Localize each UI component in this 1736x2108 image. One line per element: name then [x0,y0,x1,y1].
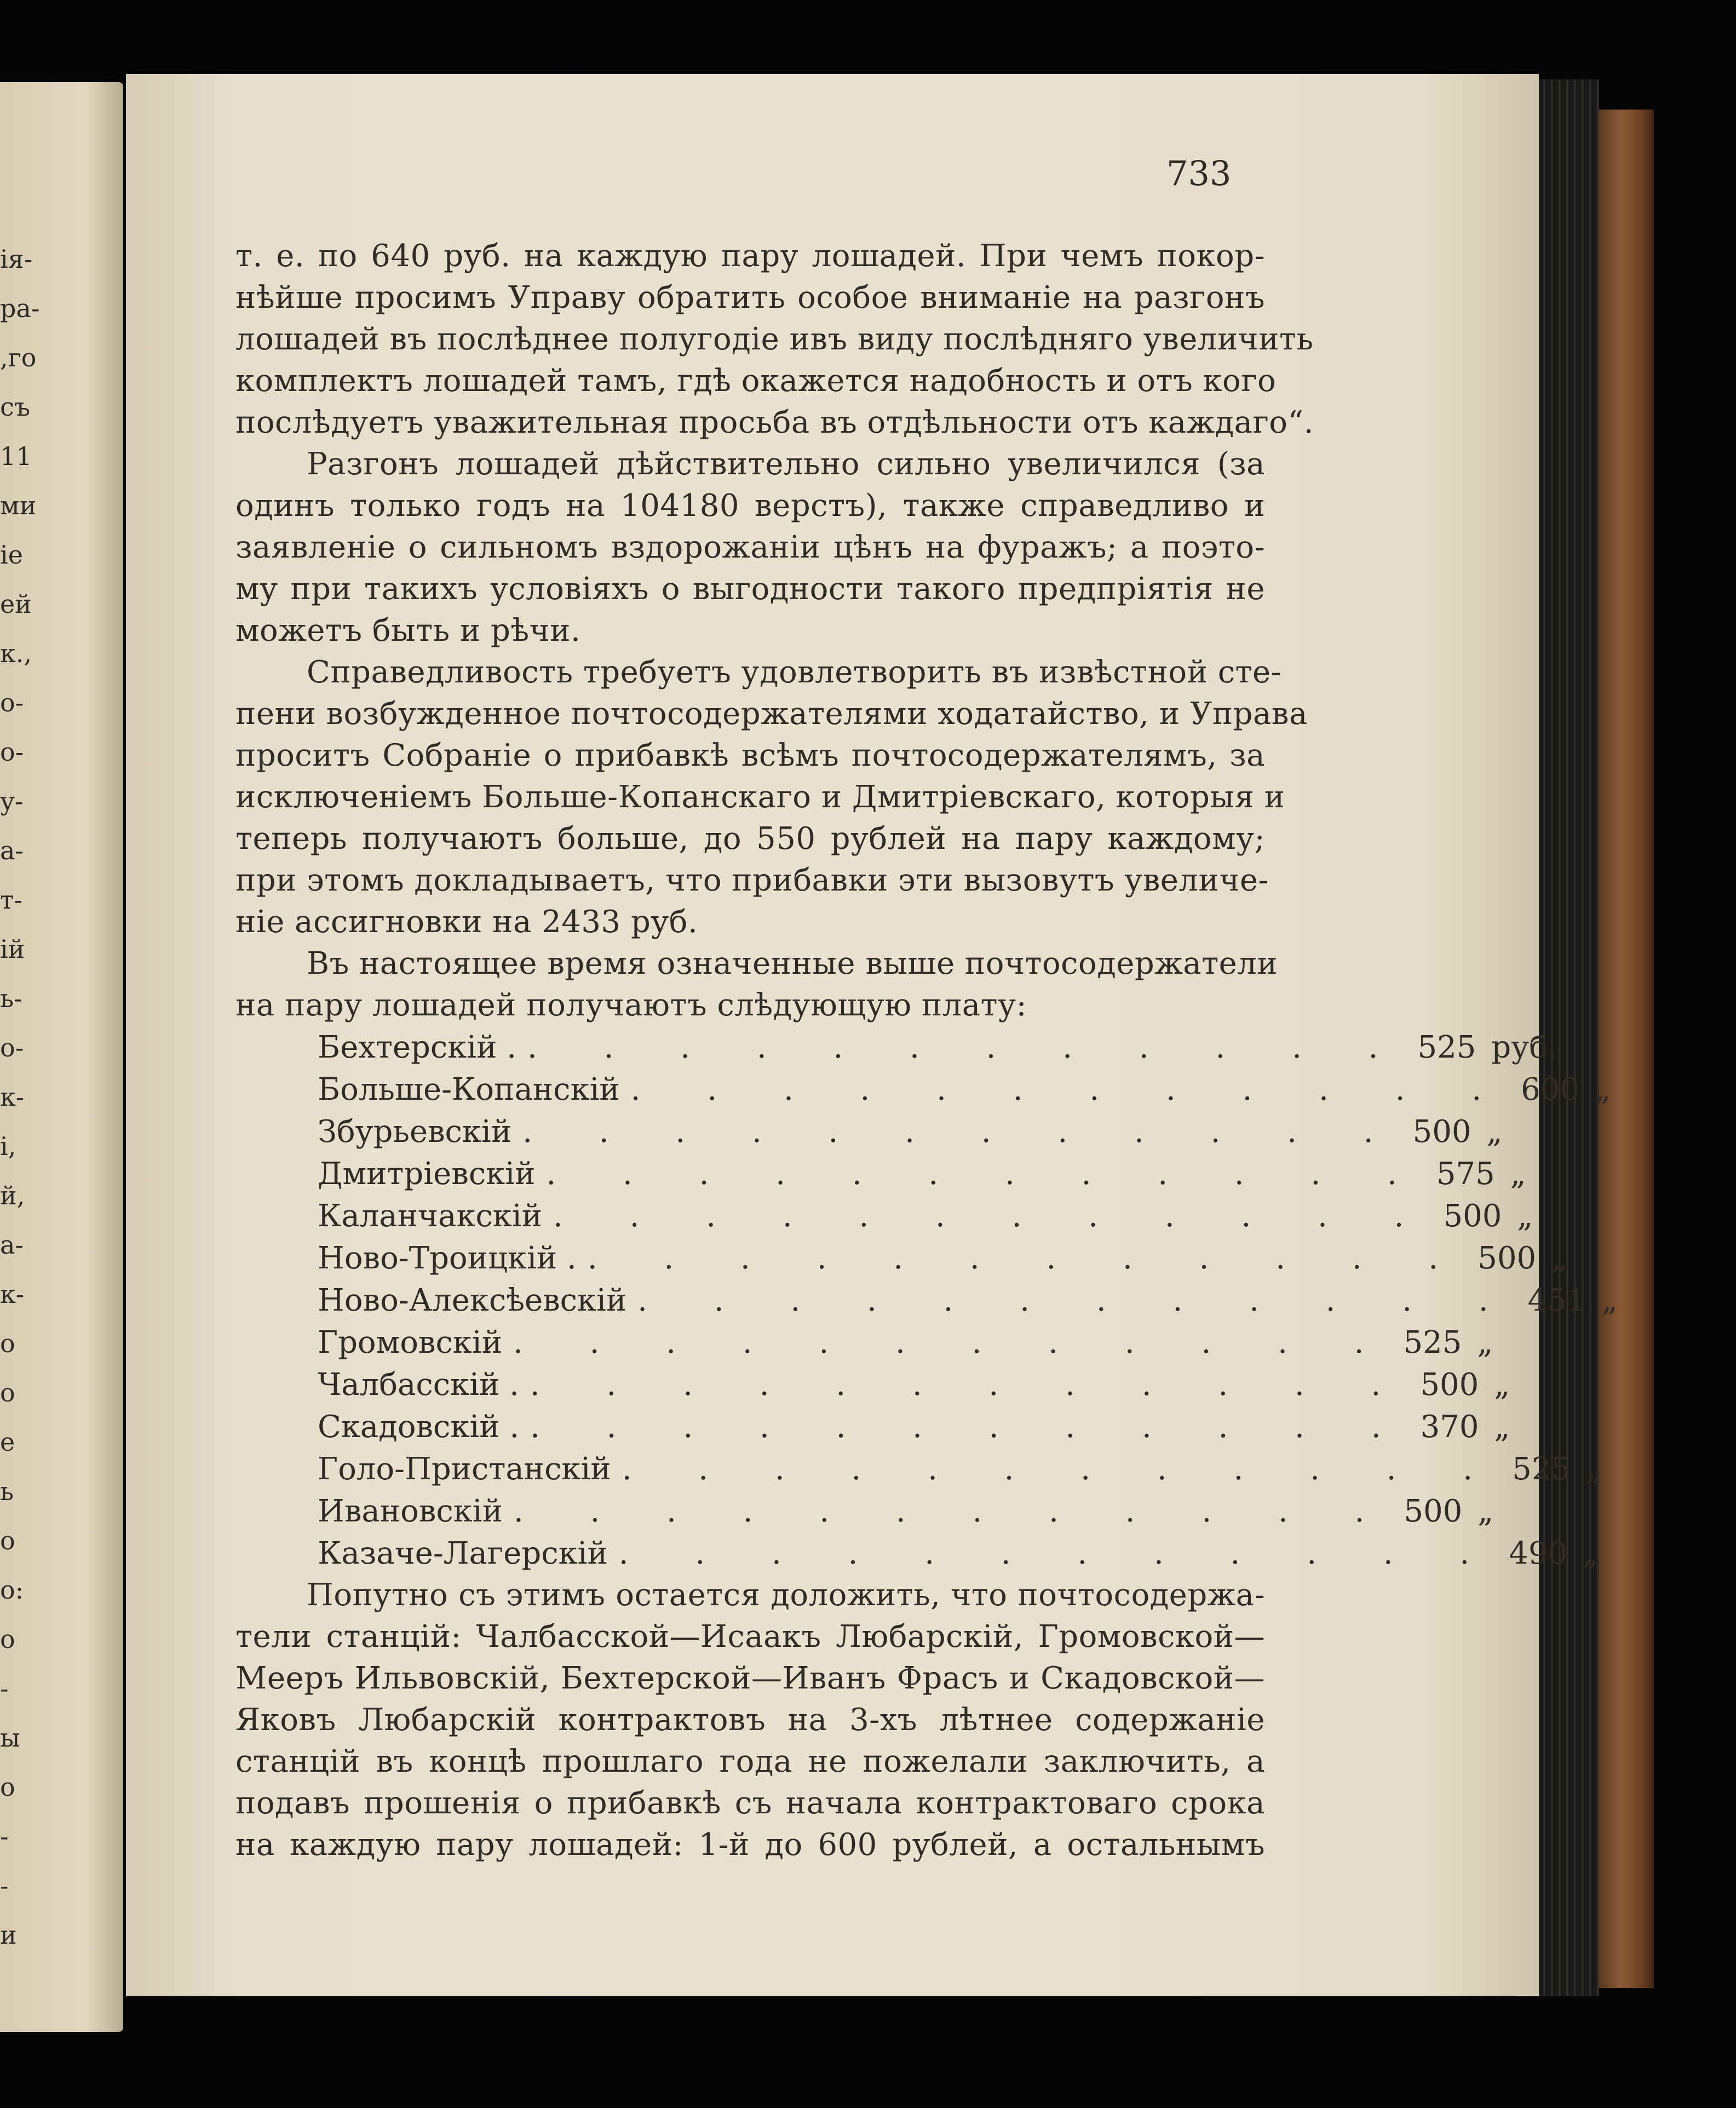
station-name: Громовскій [318,1325,503,1360]
leader-dots: . . . . . . . . . . . . [622,1451,1502,1487]
paragraph-1 [235,236,1314,444]
tariff-row [318,1490,1494,1532]
text-line: ніе ассигновки на 2433 руб. [235,904,698,940]
leader-dots: . . . . . . . . . . . . [513,1325,1393,1360]
tariff-row [318,1364,1510,1406]
tariff-row [318,1448,1602,1490]
text-line: Разгонъ лошадей дѣйствительно сильно увеличился (за [307,446,1265,482]
tariff-row [318,1111,1503,1153]
text-line: му при такихъ условіяхъ о выгодности такого предпріятія не [235,571,1265,607]
tariff-value: 500 [1420,1367,1479,1403]
text-line: проситъ Собраніе о прибавкѣ всѣмъ почтосодержателямъ, за [235,738,1265,773]
tariff-unit: „ [1551,1240,1568,1276]
tariff-unit: „ [1601,1283,1618,1318]
text-line: при этомъ докладываетъ, что прибавки эти вызовутъ увеличе- [235,863,1269,898]
leader-dots: . . . . . . . . . . . . [522,1114,1402,1150]
paragraph-4 [235,943,1278,1026]
text-line: заявленіе о сильномъ вздорожаніи цѣнъ на фуражъ; а поэто- [235,530,1265,565]
station-name: Збурьевскій [318,1114,512,1150]
page-number: 733 [1166,153,1232,193]
tariff-unit: „ [1510,1156,1526,1192]
left-page-fragment: ь [0,1477,14,1506]
tariff-value: 500 [1412,1114,1471,1150]
tariff-unit: „ [1494,1409,1510,1445]
left-page-fragment: ія- [0,244,33,274]
left-page-fragment: - [0,1822,9,1851]
station-name: Скадовскій . [318,1409,520,1445]
text-line: можетъ быть и рѣчи. [235,613,581,648]
left-page-fragment: о: [0,1575,24,1605]
tariff-row [318,1322,1493,1364]
tariff-value: 600 [1521,1072,1580,1107]
left-page-fragment: к- [0,1082,25,1112]
text-line: подавъ прошенія о прибавкѣ съ начала контрактоваго срока [235,1785,1265,1821]
tariff-value: 500 [1478,1240,1537,1276]
tariff-row [318,1237,1568,1279]
station-name: Бехтерскій . [318,1030,517,1065]
left-page-fragment: а- [0,1230,24,1260]
left-page-fragment: о [0,1772,15,1802]
left-page-fragment: - [0,1871,9,1900]
station-name: Каланчакскій [318,1198,543,1234]
text-line: Въ настоящее время означенные выше почтосодержатели [307,946,1278,981]
station-name: Ново-Алексѣевскій [318,1283,627,1318]
left-page-fragment: й, [0,1181,25,1210]
station-name: Чалбасскій . [318,1367,519,1403]
left-page-fragment: іе [0,540,23,570]
left-page-fragment: ми [0,491,37,520]
left-page-fragment: о- [0,737,24,767]
tariff-table [318,1026,1618,1575]
tariff-unit: „ [1583,1536,1599,1571]
tariff-value: 490 [1509,1536,1568,1571]
text-line: тели станцій: Чалбасской—Исаакъ Любарскій, Громовской— [235,1619,1265,1655]
left-page-fragment: а- [0,836,24,865]
leader-dots: . . . . . . . . . . . . [587,1240,1467,1276]
tariff-unit: „ [1494,1367,1510,1403]
left-page-fragment: о [0,1329,15,1358]
left-page-fragment: у- [0,786,24,816]
text-line: Яковъ Любарскій контрактовъ на 3-хъ лѣтнее содержаніе [235,1702,1265,1738]
tariff-value: 500 [1443,1198,1502,1234]
book-cover [1599,110,1654,1988]
leader-dots: . . . . . . . . . . . . [530,1367,1410,1403]
station-name: Казаче-Лагерскій [318,1536,608,1571]
tariff-value: 575 [1436,1156,1495,1192]
text-line: Справедливость требуетъ удовлетворить въ извѣстной сте- [307,654,1282,690]
left-page-fragment: о- [0,1033,24,1062]
left-page-fragment: о [0,1526,15,1555]
tariff-value: 525 [1417,1030,1476,1065]
tariff-value: 370 [1420,1409,1479,1445]
leader-dots: . . . . . . . . . . . . [553,1198,1433,1234]
text-line: на пару лошадей получаютъ слѣдующую плату: [235,987,1027,1023]
tariff-unit: „ [1595,1072,1611,1107]
text-line: т. е. по 640 руб. на каждую пару лошадей. При чемъ покор- [235,238,1265,274]
leader-dots: . . . . . . . . . . . . [527,1030,1407,1065]
text-line: исключеніемъ Больше-Копанскаго и Дмитріевскаго, которыя и [235,779,1285,815]
text-line: нѣйше просимъ Управу обратить особое вниманіе на разгонъ [235,280,1265,315]
tariff-row [318,1026,1557,1069]
tariff-value: 500 [1404,1494,1463,1529]
tariff-row [318,1279,1618,1322]
tariff-unit: „ [1585,1451,1602,1487]
left-page-fragment: съ [0,392,31,422]
paragraph-2 [235,444,1265,652]
tariff-row [318,1195,1533,1237]
tariff-value: 451 [1527,1283,1586,1318]
left-page-fragment: е [0,1427,15,1457]
left-page-fragment: ь- [0,984,22,1013]
leader-dots: . . . . . . . . . . . . [618,1536,1498,1571]
tariff-row [318,1069,1611,1111]
station-name: Ивановскій [318,1494,503,1529]
paragraph-5 [235,1575,1265,1866]
tariff-unit: „ [1517,1198,1533,1234]
left-page-fragment: ра- [0,294,40,323]
leader-dots: . . . . . . . . . . . . [513,1494,1393,1529]
leader-dots: . . . . . . . . . . . . [637,1283,1517,1318]
left-page-fragment: к., [0,639,32,668]
text-line: послѣдуетъ уважительная просьба въ отдѣльности отъ каждаго“. [235,405,1314,440]
left-page-fragment: о [0,1624,15,1654]
left-page-fragment: ,го [0,343,37,372]
text-line: одинъ только годъ на 104180 верстъ), также справедливо и [235,488,1265,524]
station-name: Дмитріевскій [318,1156,536,1192]
left-page-fragment: ы [0,1723,20,1753]
leader-dots: . . . . . . . . . . . . [530,1409,1410,1445]
station-name: Ново-Троицкій . [318,1240,577,1276]
text-line: Попутно съ этимъ остается доложить, что почтосодержа- [307,1577,1265,1613]
left-page-fragment: і, [0,1131,16,1161]
station-name: Больше-Копанскій [318,1072,620,1107]
text-line: на каждую пару лошадей: 1-й до 600 рублей, а остальнымъ [235,1827,1265,1863]
text-line: комплектъ лошадей тамъ, гдѣ окажется надобность и отъ кого [235,363,1277,399]
text-line: лошадей въ послѣднее полугодіе ивъ виду послѣдняго увеличить [235,321,1314,357]
paragraph-3 [235,652,1308,943]
left-page-fragment: 11 [0,441,32,471]
left-page-fragment: ій [0,934,25,964]
tariff-row [318,1532,1599,1575]
tariff-unit: „ [1486,1114,1503,1150]
leader-dots: . . . . . . . . . . . . [630,1072,1510,1107]
tariff-row [318,1406,1510,1448]
left-page-fragment: о [0,1378,15,1408]
tariff-unit: руб. [1491,1030,1557,1065]
text-line: Мееръ Ильвовскій, Бехтерской—Иванъ Фрасъ и Скадовской— [235,1661,1265,1696]
tariff-value: 525 [1403,1325,1462,1360]
text-line: теперь получаютъ больше, до 550 рублей на пару каждому; [235,821,1265,857]
left-page-fragment: и [0,1920,17,1950]
page-text [235,236,1618,1866]
left-page-edge [0,82,123,2032]
left-page-fragment: о- [0,688,24,717]
tariff-row [318,1153,1526,1195]
tariff-unit: „ [1478,1494,1494,1529]
left-page-fragment: ей [0,589,32,619]
text-line: пени возбужденное почтосодержателями ходатайство, и Управа [235,696,1308,732]
tariff-unit: „ [1477,1325,1493,1360]
text-line: станцій въ концѣ прошлаго года не пожелали заключить, а [235,1744,1265,1779]
left-page-fragment: - [0,1674,9,1703]
left-page-fragment: т- [0,885,22,915]
tariff-value: 525 [1512,1451,1571,1487]
station-name: Голо-Пристанскій [318,1451,611,1487]
left-page-fragment: к- [0,1279,25,1309]
leader-dots: . . . . . . . . . . . . [546,1156,1425,1192]
